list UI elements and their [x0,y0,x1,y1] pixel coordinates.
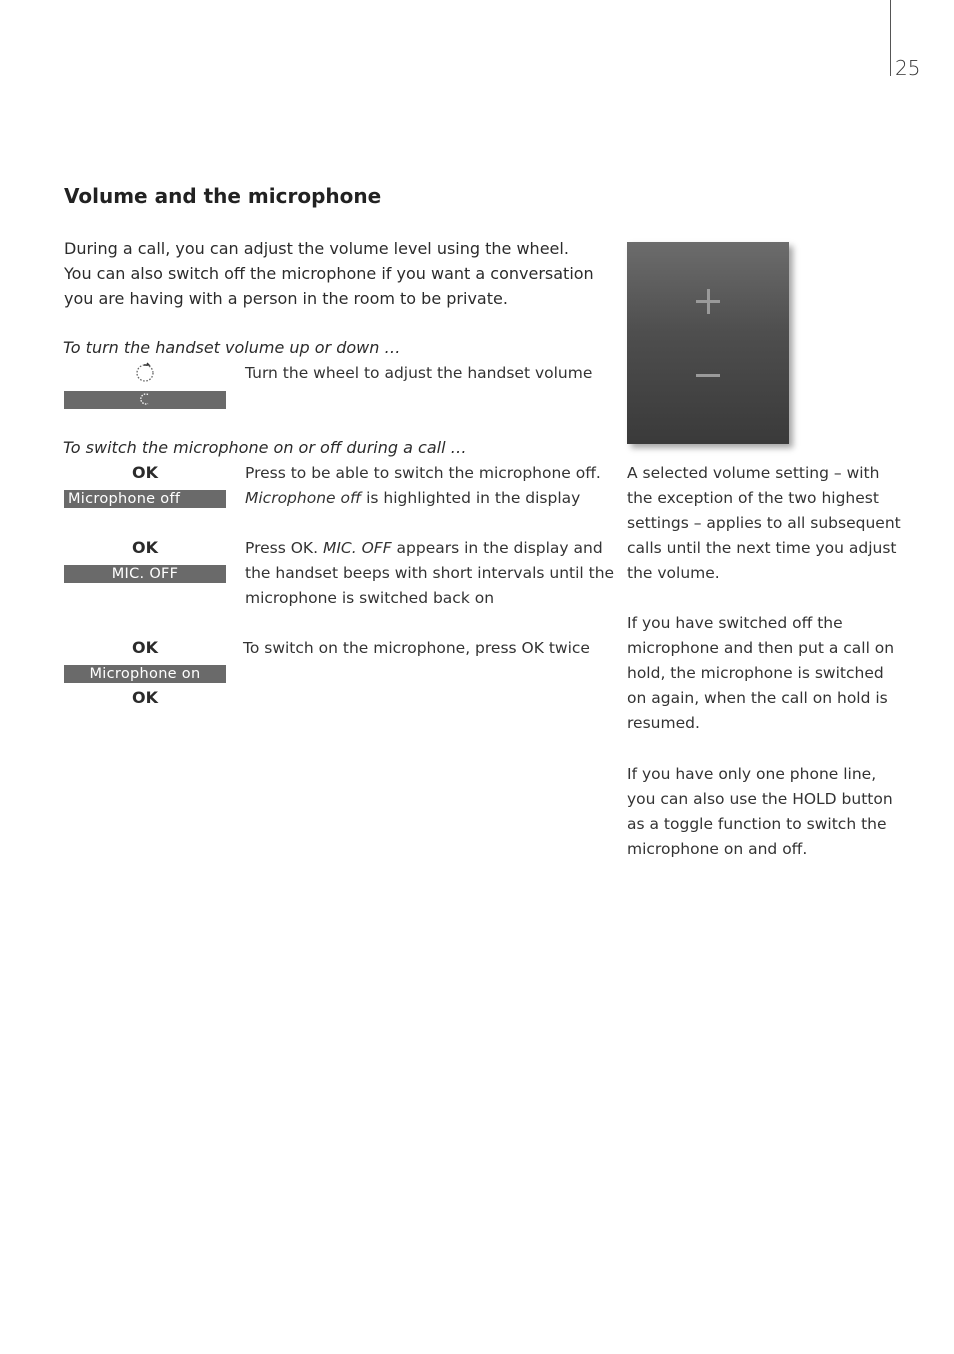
step2-description [245,536,615,611]
step2-line1-em: MIC. OFF [322,539,392,557]
display-microphone-on: Microphone on [64,665,226,683]
side-note-line: as a toggle function to switch the [627,815,887,833]
step1-line2 [245,486,605,511]
intro-paragraph [64,236,624,311]
intro-line: You can also switch off the microphone if you want a conversation [64,264,594,283]
side-note-line: A selected volume setting – with [627,464,880,482]
side-note-line: If you have switched off the [627,614,843,632]
step2-line1 [245,536,605,561]
side-note-line: microphone on and off. [627,840,808,858]
display-microphone-off: Microphone off [64,490,226,508]
ok-key: OK [132,538,158,557]
ok-key: OK [132,463,158,482]
side-note-line: you can also use the HOLD button [627,790,893,808]
wheel-small-icon [138,392,152,406]
side-note-line: the exception of the two highest [627,489,879,507]
display-mic-off: MIC. OFF [64,565,226,583]
side-note-line: the volume. [627,564,720,582]
step1-line2-em: Microphone off [245,489,362,507]
step2-line2: the handset beeps with short intervals until the [245,564,615,582]
step2-line3: microphone is switched back on [245,589,495,607]
ok-key: OK [132,688,158,707]
side-note-line: microphone and then put a call on [627,639,895,657]
volume-instruction: Turn the wheel to adjust the handset volume [245,364,593,382]
page-edge-rule [890,0,891,76]
ok-key: OK [132,638,158,657]
step3-instruction: To switch on the microphone, press OK twice [243,639,590,657]
plus-icon-vertical [707,289,710,314]
side-note-line: settings – applies to all subsequent [627,514,901,532]
mic-section-heading: To switch the microphone on or off during a call … [63,438,467,457]
intro-line: you are having with a person in the room to be private. [64,289,508,308]
step2-line1-post: appears in the display and [391,539,603,557]
page-number: 25 [895,56,921,80]
step1-description [245,461,605,511]
side-note-line: resumed. [627,714,700,732]
volume-button-panel [627,242,789,444]
side-note-volume-setting [627,461,901,586]
step2-line1-pre: Press OK. [245,539,323,557]
volume-section-heading: To turn the handset volume up or down … [63,338,401,357]
side-note-line: on again, when the call on hold is [627,689,888,707]
step1-line1: Press to be able to switch the microphone off. [245,464,601,482]
step1-line2-rest: is highlighted in the display [361,489,581,507]
side-note-line: calls until the next time you adjust [627,539,897,557]
side-note-hold [627,611,897,736]
intro-line: During a call, you can adjust the volume level using the wheel. [64,239,569,258]
side-note-line: If you have only one phone line, [627,765,877,783]
page-title: Volume and the microphone [64,184,382,208]
minus-icon [696,374,720,377]
wheel-icon [133,362,157,384]
side-note-hold-button [627,762,897,862]
volume-display-bar [64,391,226,409]
side-note-line: hold, the microphone is switched [627,664,884,682]
